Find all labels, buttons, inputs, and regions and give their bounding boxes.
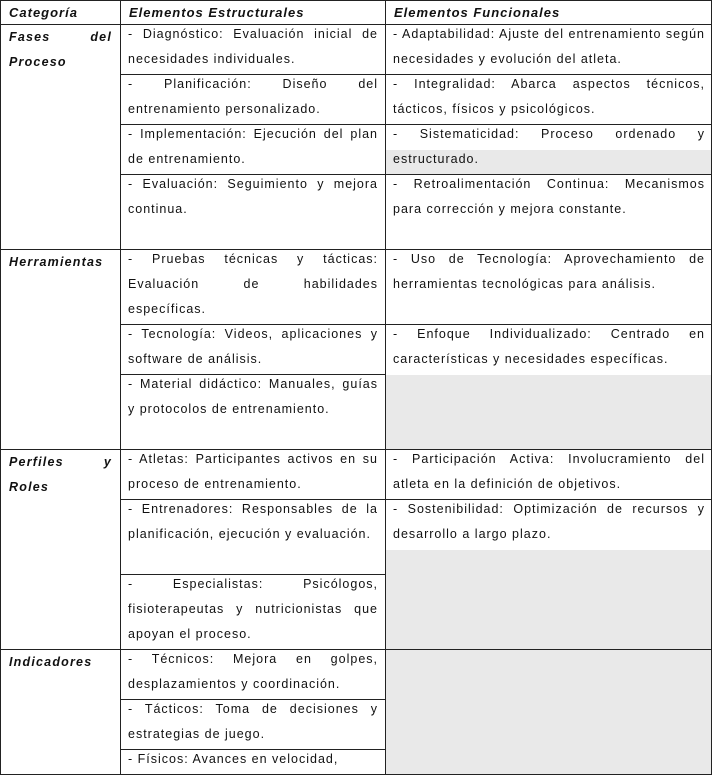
sub-row-divider	[120, 574, 386, 575]
category-perfiles: Perfiles y Roles	[9, 455, 112, 494]
column-divider	[0, 0, 1, 775]
row-divider	[0, 24, 712, 25]
column-divider	[120, 0, 121, 775]
functional-item: - Uso de Tecnología: Aprovechamiento de herramientas tecnológicas para análisis.	[393, 252, 705, 291]
sub-row-divider	[120, 124, 712, 125]
header-funcionales: Elementos Funcionales	[394, 4, 561, 20]
row-divider	[0, 774, 712, 775]
structural-item: - Técnicos: Mejora en golpes, desplazamientos y coordinación.	[128, 652, 378, 691]
structural-item: - Material didáctico: Manuales, guías y protocolos de entrenamiento.	[128, 377, 378, 416]
sub-row-divider	[120, 749, 386, 750]
row-divider	[0, 0, 712, 1]
row-divider	[0, 449, 712, 450]
structural-item: - Tácticos: Toma de decisiones y estrategias de juego.	[128, 702, 378, 741]
sub-row-divider	[120, 699, 386, 700]
sub-row-divider	[120, 499, 712, 500]
sub-row-divider	[120, 324, 712, 325]
column-divider	[385, 0, 386, 775]
sub-row-divider	[120, 74, 712, 75]
functional-item: - Participación Activa: Involucramiento del atleta en la definición de objetivos.	[393, 452, 705, 491]
structural-item: - Implementación: Ejecución del plan de entrenamiento.	[128, 127, 378, 166]
structural-item: - Especialistas: Psicólogos, fisioterapeutas y nutricionistas que apoyan el proceso.	[128, 577, 378, 641]
row-divider	[0, 649, 712, 650]
structural-item: - Diagnóstico: Evaluación inicial de necesidades individuales.	[128, 27, 378, 66]
structural-item: - Tecnología: Videos, aplicaciones y software de análisis.	[128, 327, 378, 366]
structural-item: - Pruebas técnicas y tácticas: Evaluación de habilidades específicas.	[128, 252, 378, 316]
structural-item: - Evaluación: Seguimiento y mejora continua.	[128, 177, 378, 216]
category-indicadores: Indicadores	[9, 655, 93, 669]
sub-row-divider	[120, 374, 386, 375]
structural-item: - Planificación: Diseño del entrenamiento personalizado.	[128, 77, 378, 116]
sub-row-divider	[120, 174, 712, 175]
functional-item: - Sistematicidad: Proceso ordenado y estructurado.	[393, 127, 705, 166]
structural-item: - Físicos: Avances en velocidad,	[128, 752, 339, 766]
functional-item: - Sostenibilidad: Optimización de recursos y desarrollo a largo plazo.	[393, 502, 705, 541]
structural-item: - Atletas: Participantes activos en su proceso de entrenamiento.	[128, 452, 378, 491]
empty-cell-indicadores-functional	[386, 650, 712, 775]
header-estructurales: Elementos Estructurales	[129, 4, 305, 20]
header-categoria: Categoría	[9, 4, 78, 20]
row-divider	[0, 249, 712, 250]
functional-item: - Retroalimentación Continua: Mecanismos para corrección y mejora constante.	[393, 177, 705, 216]
empty-cell-herramientas-functional	[386, 375, 712, 450]
functional-item: - Enfoque Individualizado: Centrado en características y necesidades específicas.	[393, 327, 705, 366]
category-fases: Fases del Proceso	[9, 30, 112, 69]
functional-item: - Adaptabilidad: Ajuste del entrenamiento según necesidades y evolución del atleta.	[393, 27, 705, 66]
structural-item: - Entrenadores: Responsables de la planificación, ejecución y evaluación.	[128, 502, 378, 541]
empty-cell-perfiles-functional	[386, 550, 712, 650]
category-herramientas: Herramientas	[9, 255, 104, 269]
functional-item: - Integralidad: Abarca aspectos técnicos, tácticos, físicos y psicológicos.	[393, 77, 705, 116]
